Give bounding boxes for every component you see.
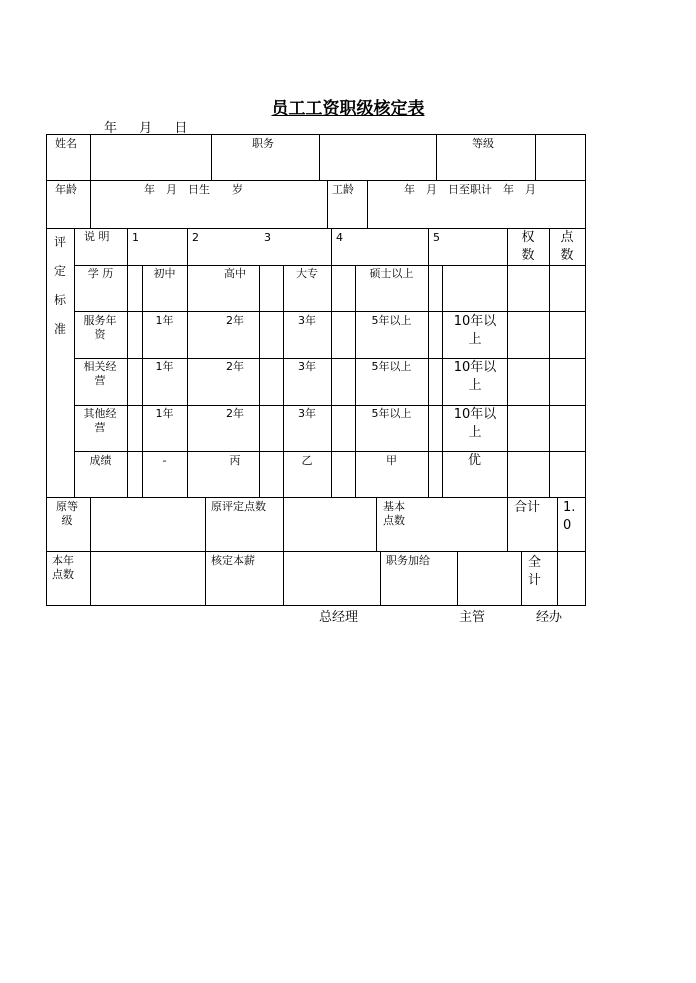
- orig-points-label: 原评定点数: [211, 500, 266, 513]
- weight-label: 权数: [521, 230, 535, 263]
- full-total-label: 全计: [528, 555, 542, 588]
- criteria-row-label: 其他经营: [83, 407, 117, 434]
- date-year: 年: [104, 121, 118, 136]
- total-label: 合计: [514, 500, 541, 515]
- level-1: 1: [132, 231, 139, 244]
- criteria-cell: 1年: [155, 407, 174, 420]
- criteria-side-char: 评: [53, 235, 66, 249]
- criteria-cell: 2年: [226, 407, 244, 420]
- criteria-row-label: 学 历: [87, 267, 114, 280]
- base-points-label: 基本点数: [383, 500, 405, 527]
- grade-label: 等级: [472, 137, 494, 150]
- name-label: 姓名: [55, 137, 77, 150]
- criteria-cell: 3年: [298, 360, 316, 373]
- criteria-cell: 初中: [153, 267, 176, 280]
- criteria-cell: 10年以上: [453, 360, 497, 393]
- criteria-cell: 硕士以上: [369, 267, 414, 280]
- criteria-cell: -: [162, 454, 167, 467]
- total-value: 1.0: [563, 500, 576, 533]
- birth-text: 年 月 日生 岁: [144, 183, 243, 196]
- signature-handler: 经办: [536, 610, 563, 625]
- criteria-cell: 优: [467, 453, 481, 468]
- salary-grade-form: [46, 134, 586, 606]
- signature-gm: 总经理: [319, 610, 359, 625]
- position-label: 职务: [252, 137, 274, 150]
- age-label: 年龄: [55, 183, 77, 196]
- criteria-cell: 1年: [155, 314, 174, 327]
- year-points-label: 本年点数: [52, 554, 74, 581]
- criteria-side-char: 标: [53, 293, 66, 307]
- page-title: 员工工资职级核定表: [271, 99, 425, 119]
- date-day: 日: [174, 121, 188, 136]
- criteria-side-label: [52, 228, 68, 344]
- level-2: 2: [192, 231, 199, 244]
- points-label: 点数: [560, 230, 574, 263]
- criteria-cell: 甲: [386, 454, 397, 467]
- level-5: 5: [433, 231, 440, 244]
- criteria-cell: 5年以上: [371, 360, 412, 373]
- criteria-cell: 2年: [226, 314, 244, 327]
- criteria-side-char: 准: [53, 322, 66, 336]
- date-month: 月: [139, 121, 153, 136]
- criteria-row-label: 相关经营: [83, 360, 117, 387]
- signature-supervisor: 主管: [459, 610, 486, 625]
- level-4: 4: [336, 231, 343, 244]
- base-salary-label: 核定本薪: [211, 554, 255, 567]
- criteria-cell: 3年: [298, 314, 316, 327]
- criteria-cell: 高中: [224, 267, 246, 280]
- seniority-label: 工龄: [332, 183, 354, 196]
- explain-label: 说 明: [84, 230, 110, 243]
- level-3: 3: [264, 231, 271, 244]
- criteria-cell: 10年以上: [453, 314, 497, 347]
- allowance-label: 职务加给: [386, 554, 430, 567]
- criteria-side-char: 定: [53, 264, 66, 278]
- criteria-cell: 3年: [298, 407, 316, 420]
- criteria-row-label: 服务年资: [83, 314, 117, 341]
- criteria-cell: 大专: [296, 267, 318, 280]
- criteria-cell: 5年以上: [371, 314, 412, 327]
- criteria-cell: 丙: [229, 454, 241, 467]
- criteria-cell: 10年以上: [453, 407, 497, 440]
- criteria-cell: 1年: [155, 360, 174, 373]
- orig-grade-label: 原等级: [56, 500, 78, 527]
- criteria-row-label: 成绩: [89, 454, 112, 467]
- employment-text: 年 月 日至职计 年 月: [404, 183, 536, 196]
- criteria-cell: 乙: [301, 454, 313, 467]
- criteria-cell: 2年: [226, 360, 244, 373]
- criteria-cell: 5年以上: [371, 407, 412, 420]
